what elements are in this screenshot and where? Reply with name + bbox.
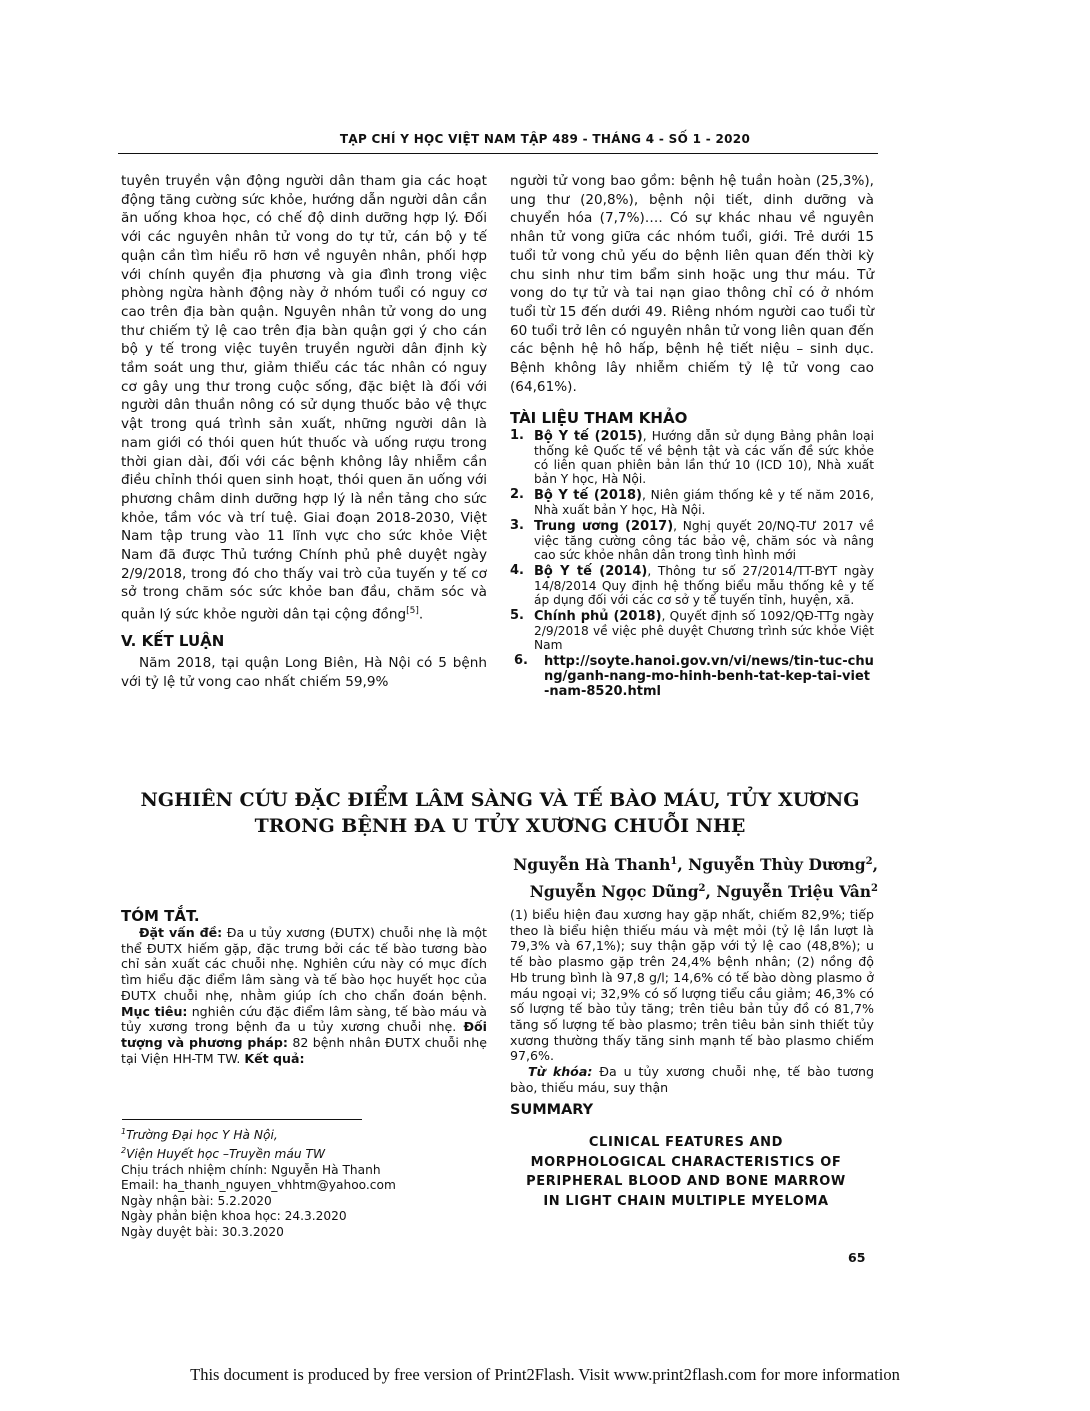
keywords-paragraph [510,1064,874,1095]
english-title-line: PERIPHERAL BLOOD AND BONE MARROW [526,1174,846,1189]
article-title-line: NGHIÊN CỨU ĐẶC ĐIỂM LÂM SÀNG VÀ TẾ BÀO MÁU, TỦY XƯƠNG [140,789,860,811]
affiliation-2 [121,1143,396,1162]
abstract-text: 82 bệnh nhân ĐUTX chuỗi nhẹ tại Viện HH-TM TW. [121,1034,487,1066]
footnotes [121,1124,396,1240]
abstract-label: Đặt vấn đề: [139,925,223,940]
reference-number: 5. [510,608,524,624]
english-title [500,1133,872,1211]
author-affiliation: 1 [670,856,678,867]
author-list [513,850,878,904]
reference-number: 6. [514,653,528,669]
keywords-text: Đa u tủy xương chuỗi nhẹ, tế bào tương bào, thiếu máu, suy thận [510,1064,874,1095]
abstract-paragraph [121,925,487,1066]
english-title-line: CLINICAL FEATURES AND [588,1135,784,1150]
author-name: Nguyễn Hà Thanh [513,855,671,875]
conclusion-paragraph: Năm 2018, tại quận Long Biên, Hà Nội có 5 bệnh với tỷ lệ tử vong cao nhất chiếm 59,9% [121,655,487,690]
print2flash-notice: This document is produced by free version of Print2Flash. Visit www.print2flash.com for more information [190,1365,900,1384]
left-column [121,172,487,692]
reference-text: , Nghị quyết 20/NQ-TƯ 2017 về việc tăng cường công tác bảo vệ, chăm sóc và nâng cao sức khỏe nhân dân trong tình hình mới [534,519,874,563]
review-date: Ngày phản biện khoa học: 24.3.2020 [121,1209,347,1224]
abstract-title: TÓM TẮT. [121,907,200,925]
abstract-left [121,907,487,1066]
abstract-label: Đối tượng và phương pháp: [121,1019,487,1050]
left-paragraph [121,172,487,624]
keywords-label: Từ khóa: [528,1064,593,1080]
left-paragraph-end: . [418,606,424,623]
contact-email: Email: ha_thanh_nguyen_vhhtm@yahoo.com [121,1178,396,1193]
article-title [60,787,940,839]
reference-number: 2. [510,487,524,503]
right-column [510,172,874,701]
affiliation-text: Trường Đại học Y Hà Nội, [126,1128,278,1143]
author-name: Nguyễn Triệu Vân [716,882,872,902]
reference-number: 3. [510,518,524,534]
abstract-label: Mục tiêu: [121,1003,188,1019]
reference-item [510,519,874,562]
reference-author: Chính phủ (2018) [534,609,662,625]
approval-date: Ngày duyệt bài: 30.3.2020 [121,1224,284,1239]
header-divider [118,153,878,154]
author-affiliation: 2 [698,883,706,895]
left-paragraph-text: tuyên truyền vận động người dân tham gia các hoạt động tăng cường sức khỏe, hướng dẫn người dân cần ăn uống khoa học, có chế độ dinh dưỡng hợp lý. Đối với các nguyên nhân tử vong do tự tử, cán bộ y tế quận cần tìm hiểu rõ hơn về nguyên nhân, phối hợp với chính quyền địa phương và gia đình trong việc phòng ngừa hành động này ở nhóm tuổi có nguy cơ cao trên địa bàn quận. Nguyên nhân tử vong do ung thư chiếm tỷ lệ cao trên địa bàn quận gợi ý cho cán bộ y tế trong việc tuyên truyền người dân định kỳ tầm soát ung thư, giảm thiểu các tác nhân có nguy cơ gây ung thư trong cuộc sống, đặc biệt là đối với người dân thuần nông có sử dụng thuốc bảo vệ thực vật trong quá trình sản xuất, những người dân là nam giới có thói quen hút thuốc và uống rượu trong thời gian dài, đối với các bệnh không lây nhiễm cần điều chỉnh thói quen sinh hoạt, thói quen ăn uống với phương châm dinh dưỡng hợp lý là nền tảng cho sức khỏe, tầm vóc và trí tuệ. Giai đoạn 2018-2030, Việt Nam tập trung vào 11 lĩnh vực cho sức khỏe Việt Nam đã được Thủ tướng Chính phủ phê duyệt ngày 2/9/2018, trong đó cho thấy vai trò của tuyến y tế cơ sở trong chăm sóc sức khỏe ban đầu, chăm sóc và quản lý sức khỏe người dân tại cộng đồng [121,173,487,623]
author-affiliation: 2 [865,856,873,867]
affiliation-text: Viện Huyết học –Truyền máu TW [126,1147,325,1162]
author-line [513,850,878,877]
right-paragraph: người tử vong bao gồm: bệnh hệ tuần hoàn (25,3%), ung thư (20,8%), bệnh nội tiết, dinh dưỡng và chuyển hóa (7,7%)…. Có sự khác nhau về nguyên nhân tử vong giữa các nhóm tuổi, giới. Trẻ dưới 15 tuổi tử vong chủ yếu do bệnh liên quan đến thời kỳ chu sinh như tim bẩm sinh hoặc ung thư máu. Tử vong do tự tử và tai nạn giao thông chỉ có ở nhóm tuổi từ 15 đến dưới 49. Riêng nhóm người cao tuổi từ 60 tuổi trở lên có nguyên nhân tử vong liên quan đến các bệnh hệ hô hấp, bệnh hệ tiết niệu – sinh dục. Bệnh không lây nhiễm chiếm tỷ lệ tử vong cao (64,61%). [510,173,874,395]
abstract-text: nghiên cứu đặc điểm lâm sàng, tế bào máu và tủy xương trong bệnh đa u tủy xương chuỗi nhẹ. [121,1003,488,1035]
journal-header: TẠP CHÍ Y HỌC VIỆT NAM TẬP 489 - THÁNG 4 - SỐ 1 - 2020 [339,132,751,146]
reference-item [510,654,874,699]
footnote-divider [122,1119,362,1120]
author-separator: , [677,855,689,875]
reference-item [510,429,874,486]
author-separator: , [705,882,717,902]
abstract-right [510,907,874,1119]
article-title-line: TRONG BỆNH ĐA U TỦY XƯƠNG CHUỖI NHẸ [254,815,746,837]
section-title-conclusion: V. KẾT LUẬN [121,632,225,651]
reference-list [510,429,874,699]
abstract-label: Kết quả: [244,1050,305,1066]
reference-text: , Niên giám thống kê y tế năm 2016, Nhà xuất bản Y học, Hà Nội. [534,488,874,518]
summary-title: SUMMARY [510,1102,594,1119]
reference-item [510,488,874,517]
reference-author: Trung ương (2017) [534,519,674,535]
english-title-line: MORPHOLOGICAL CHARACTERISTICS OF [530,1154,842,1170]
affiliation-1 [121,1124,396,1143]
reference-author: Bộ Y tế (2014) [534,564,648,580]
reference-text: , Thông tư số 27/2014/TT-BYT ngày 14/8/2014 Quy định hệ thống biểu mẫu thống kê y tế áp dụng đối với các cơ sở y tế tuyến tỉnh, huyện, xã. [534,564,874,608]
reference-author: Bộ Y tế (2018) [534,488,642,504]
results-paragraph: (1) biểu hiện đau xương hay gặp nhất, chiếm 82,9%; tiếp theo là biểu hiện thiếu máu và mệt mỏi (tỷ lệ lần lượt là 79,3% và 67,1%); suy thận gặp với tỷ lệ cao (48,8%); u tế bào plasmo gặp trên 24,4% bệnh nhân; (2) nồng độ Hb trung bình là 97,8 g/l; 14,6% có tế bào dòng plasmo ở máu ngoại vi; 32,9% có số lượng tiểu cầu giảm; 46,3% có số lượng tế bào tủy tăng; trên tiêu bản tủy đồ có 81,7% tăng số lượng tế bào plasmo; trên tiêu bản sinh thiết tủy xương thường thấy tăng sinh mạnh tế bào plasmo chiếm 97,6%. [510,907,874,1064]
reference-text: , Hướng dẫn sử dụng Bảng phân loại thống kê Quốc tế về bệnh tật và các vấn đề sức khỏe có liên quan phiên bản lần thứ 10 (ICD 10), Nhà xuất bản Y học, Hà Nội. [534,429,874,487]
author-line [513,877,878,904]
reference-item [510,609,874,652]
author-name: Nguyễn Thùy Dương [688,855,866,875]
references-title: TÀI LIỆU THAM KHẢO [510,409,688,428]
author-separator: , [872,855,878,875]
author-affiliation: 2 [871,883,878,895]
received-date: Ngày nhận bài: 5.2.2020 [121,1193,272,1208]
reference-text: , Quyết định số 1092/QĐ-TTg ngày 2/9/2018 về việc phê duyệt Chương trình sức khỏe Việt Nam [534,609,874,653]
reference-url-link[interactable]: http://soyte.hanoi.gov.vn/vi/news/tin-tuc-chung/ganh-nang-mo-hinh-benh-tat-kep-tai-viet-nam-8520.html [544,654,874,700]
abstract-text: Đa u tủy xương (ĐUTX) chuỗi nhẹ là một thể ĐUTX hiếm gặp, đặc trưng bởi các tế bào tương bào chỉ sản xuất các chuỗi nhẹ. Nghiên cứu này có mục đích tìm hiểu đặc điểm lâm sàng và tế bào học huyết học của ĐUTX chuỗi nhẹ, nhằm giúp ích cho chẩn đoán bệnh. [121,925,487,1003]
author-name: Nguyễn Ngọc Dũng [529,882,699,902]
citation-ref: [5] [406,606,419,617]
reference-item [510,564,874,607]
affiliation-number: 2 [121,1146,127,1156]
english-title-line: IN LIGHT CHAIN MULTIPLE MYELOMA [543,1193,829,1209]
reference-number: 1. [510,428,524,444]
reference-author: Bộ Y tế (2015) [534,429,643,445]
page-number: 65 [848,1250,866,1265]
affiliation-number: 1 [121,1127,127,1136]
responsible-author: Chịu trách nhiệm chính: Nguyễn Hà Thanh [121,1162,381,1177]
reference-number: 4. [510,563,524,579]
